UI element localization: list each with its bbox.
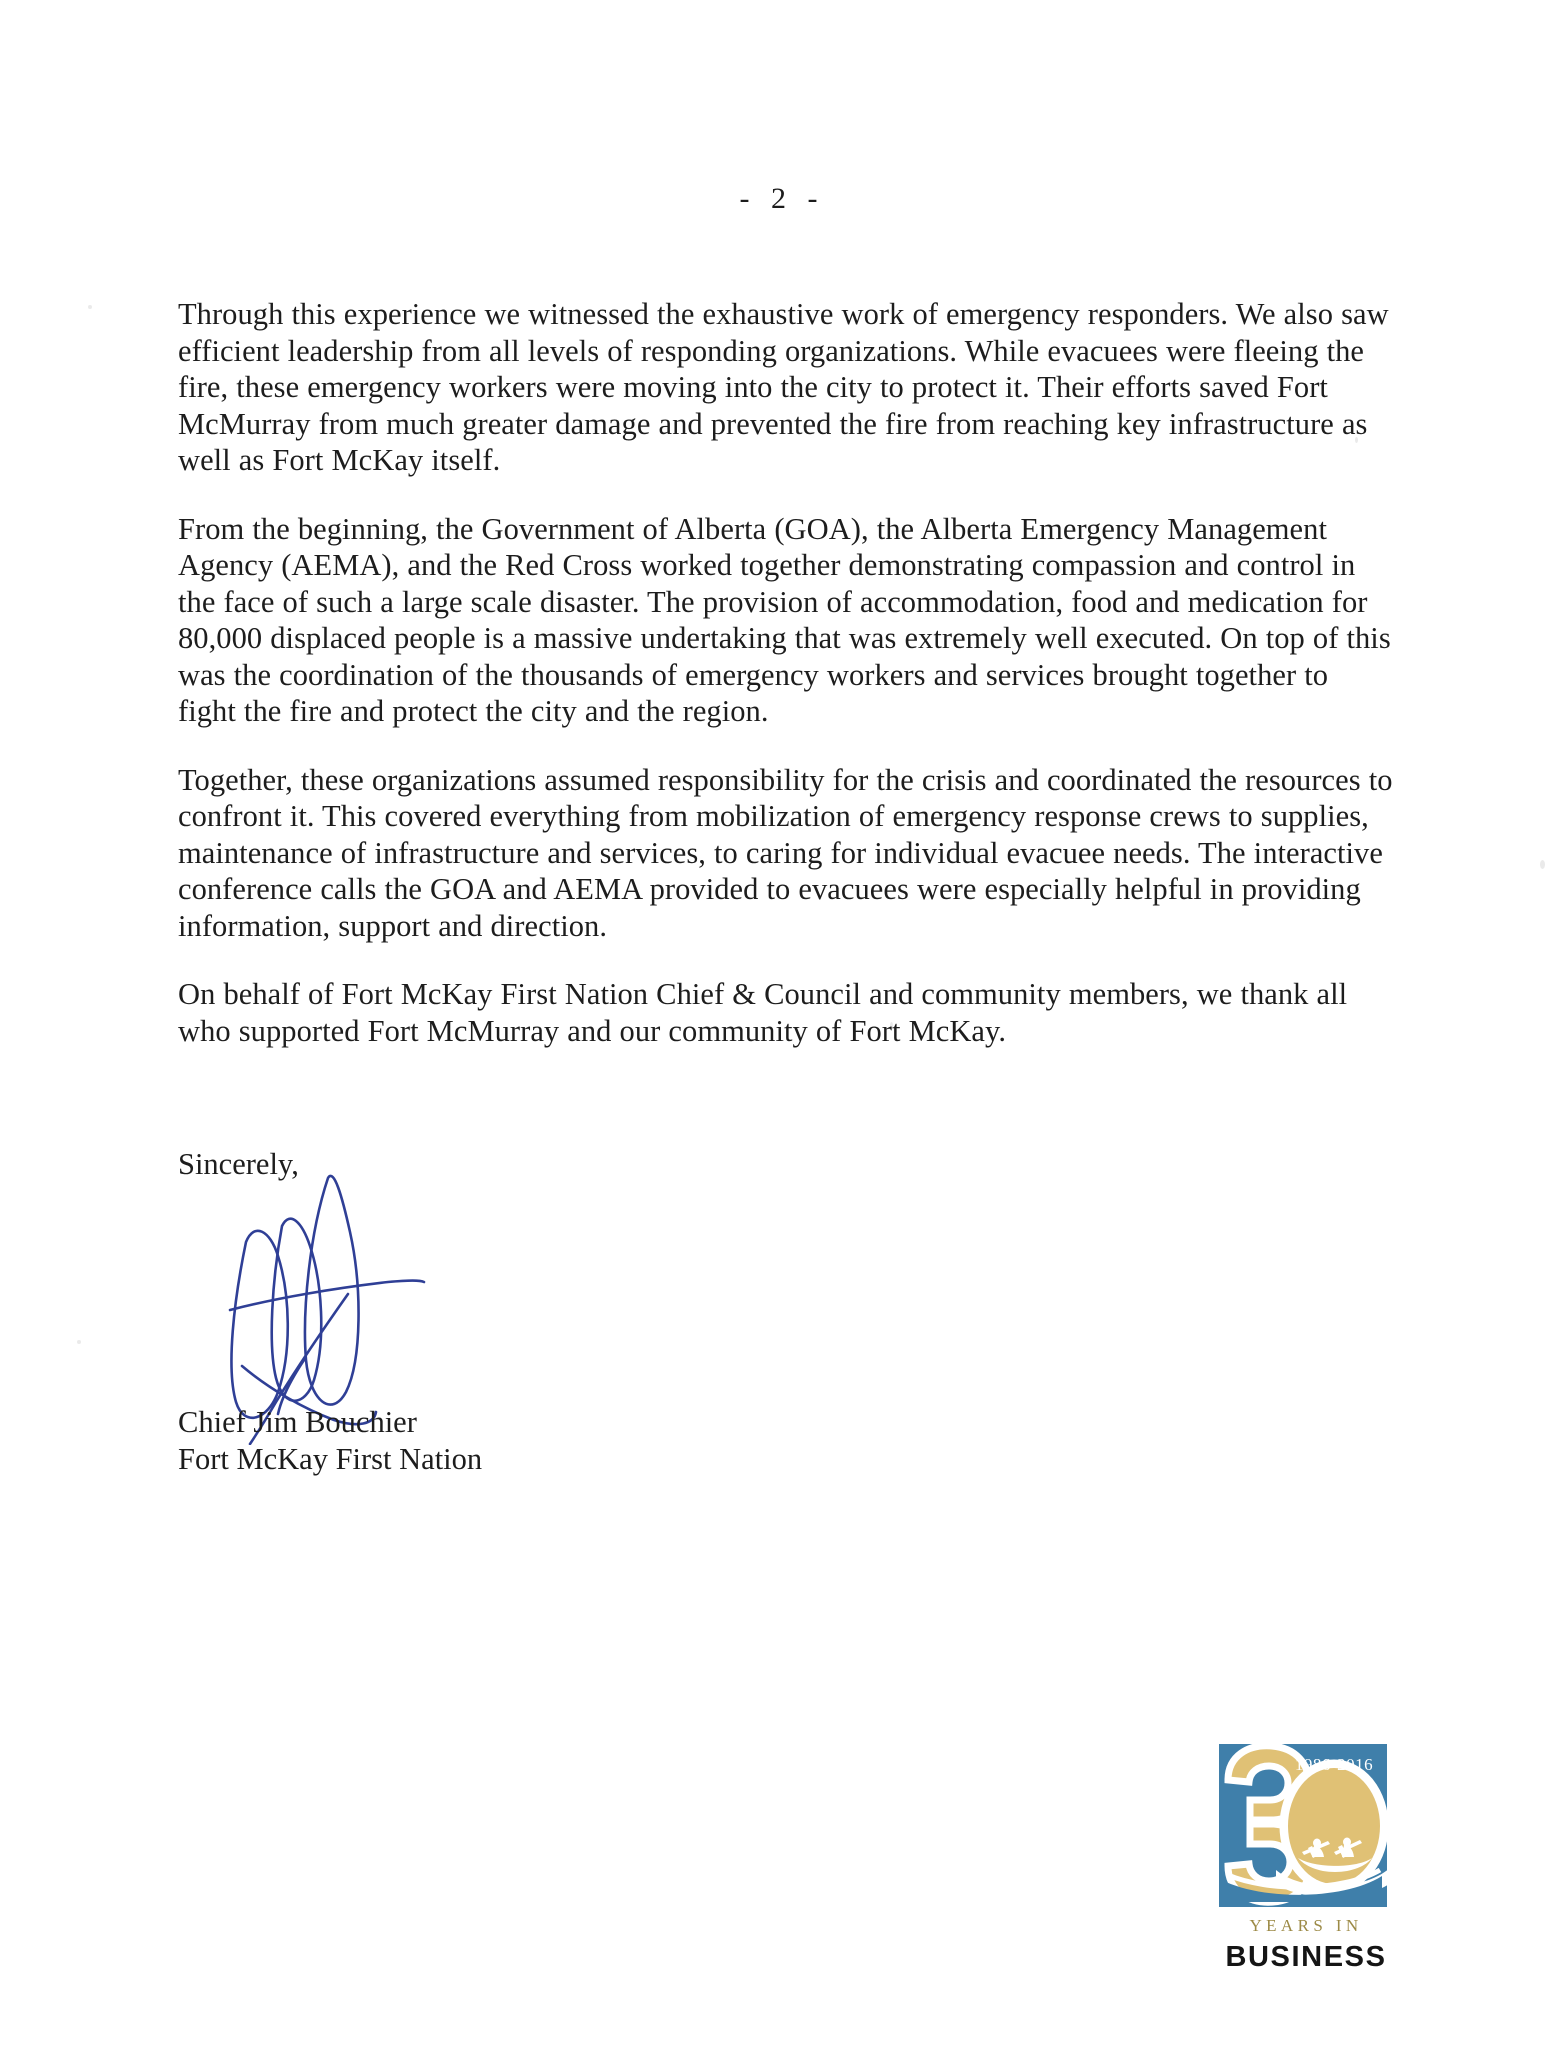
salutation: Sincerely,	[178, 1147, 299, 1181]
signer-organization: Fort McKay First Nation	[178, 1441, 483, 1476]
paragraph: From the beginning, the Government of Alberta (GOA), the Alberta Emergency Management Agency (AEMA), and the Red Cross worked together demonstrating compassion and control in the face of such a large scale disaster. The provision of accommodation, food and medication for 80,000 displaced people is a massive undertaking that was extremely well executed. On top of this was the coordination of the thousands of emergency workers and services brought together to fight the fire and protect the city and the region.	[178, 511, 1391, 728]
paragraph: Through this experience we witnessed the exhaustive work of emergency responders. We also saw efficient leadership from all levels of responding organizations. While evacuees were fleeing the fire, these emergency workers were moving into the city to protect it. Their efforts saved Fort McMurray from much greater damage and prevented the fire from reaching key infrastructure as well as Fort McKay itself.	[178, 297, 1389, 477]
scan-artifact	[88, 305, 92, 309]
letter-body	[178, 296, 1393, 1049]
scan-artifact	[77, 1340, 81, 1344]
signature-area	[178, 1174, 608, 1404]
paragraph: On behalf of Fort McKay First Nation Chief & Council and community members, we thank all who supported Fort McMurray and our community of Fort McKay.	[178, 977, 1348, 1048]
logo-tagline-top: YEARS IN	[1249, 1916, 1363, 1935]
anniversary-logo	[1216, 1742, 1396, 1974]
logo-tagline-bottom: BUSINESS	[1225, 1941, 1387, 1973]
logo-mark-icon	[1216, 1742, 1390, 1910]
scan-artifact	[1540, 860, 1545, 869]
paragraph: Together, these organizations assumed responsibility for the crisis and coordinated the resources to confront it. This covered everything from mobilization of emergency response crews to supplies, maintenance of infrastructure and services, to caring for individual evacuee needs. The interactive conference calls the GOA and AEMA provided to evacuees were especially helpful in providing information, support and direction.	[178, 762, 1393, 943]
signer-name: Chief Jim Bouchier	[178, 1405, 417, 1439]
closing-block	[178, 1146, 878, 1477]
page-number: - 2 -	[739, 182, 825, 215]
logo-date-range: 1986-2016	[1294, 1755, 1374, 1774]
